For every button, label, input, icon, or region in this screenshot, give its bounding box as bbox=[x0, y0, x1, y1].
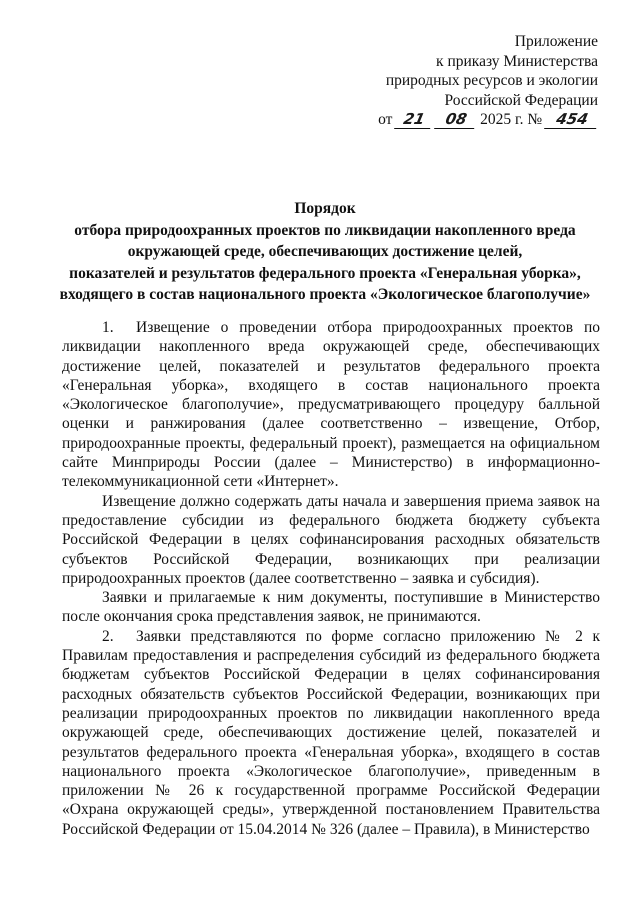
paragraph-3 bbox=[62, 588, 600, 627]
handwritten-day: 21 bbox=[394, 111, 434, 129]
document-title bbox=[40, 198, 610, 306]
handwritten-order-number: 454 bbox=[544, 111, 600, 129]
order-date-line bbox=[338, 110, 598, 130]
handwritten-month: 08 bbox=[434, 111, 478, 129]
paragraph-text: Извещение должно содержать даты начала и завершения приема заявок на предоставление субсидии из федерального бюджета бюджету субъекта Российской Федерации в целях софинансирования расходных обязательств субъектов Российской Федерации, возникающих при реализации природоохранных проектов (далее соответственно – заявка и субсидия). bbox=[62, 492, 600, 587]
title-line: входящего в состав национального проекта «Экологическое благополучие» bbox=[59, 286, 591, 303]
paragraph-1 bbox=[62, 318, 600, 492]
title-line: отбора природоохранных проектов по ликвидации накопленного вреда bbox=[74, 221, 576, 239]
date-year: 2025 г. № bbox=[480, 111, 543, 128]
paragraph-number: 2. bbox=[102, 627, 114, 645]
document-body bbox=[62, 318, 600, 839]
paragraph-2 bbox=[62, 492, 600, 588]
paragraph-number: 1. bbox=[102, 319, 114, 336]
title-line: показателей и результатов федерального проекта «Генеральная уборка», bbox=[69, 264, 581, 282]
order-reference: к приказу Министерства bbox=[436, 52, 598, 70]
title-heading: Порядок bbox=[294, 200, 356, 217]
ministry-name: природных ресурсов и экологии bbox=[385, 72, 598, 89]
appendix-header bbox=[338, 32, 598, 130]
date-prefix: от bbox=[378, 111, 393, 128]
country-name: Российской Федерации bbox=[444, 91, 598, 109]
paragraph-text: Извещение о проведении отбора природоохранных проектов по ликвидации накопленного вреда окружающей среде, обеспечивающих достижение целей, показателей и результатов федерального проекта «Генеральная уборка», входящего в состав национального проекта «Экологическое благополучие», предусматривающего процедуру балльной оценки и ранжирования (далее соответственно – извещение, Отбор, природоохранные проекты, федеральный проект), размещается на официальном сайте Минприроды России (далее – Министерство) в информационно-телекоммуникационной сети «Интернет». bbox=[62, 319, 600, 491]
paragraph-text: Заявки и прилагаемые к ним документы, поступившие в Министерство после окончания срока представления заявок, не принимаются. bbox=[62, 589, 600, 626]
paragraph-text: Заявки представляются по форме согласно приложению № 2 к Правилам предоставления и распределения субсидий из федерального бюджета бюджетам субъектов Российской Федерации в целях софинансирования расходных обязательств субъектов Российской Федерации, возникающих при реализации природоохранных проектов по ликвидации накопленного вреда окружающей среде, обеспечивающих достижение целей, показателей и результатов федерального проекта «Генеральная уборка», входящего в состав национального проекта «Экологическое благополучие», приведенным в приложении № 26 к государственной программе Российской Федерации «Охрана окружающей среды», утвержденной постановлением Правительства Российской Федерации от 15.04.2014 № 326 (далее – Правила), в Министерство bbox=[62, 627, 600, 838]
paragraph-4 bbox=[62, 627, 600, 839]
title-line: окружающей среде, обеспечивающих достижение целей, bbox=[127, 243, 523, 260]
appendix-label: Приложение bbox=[514, 33, 598, 50]
